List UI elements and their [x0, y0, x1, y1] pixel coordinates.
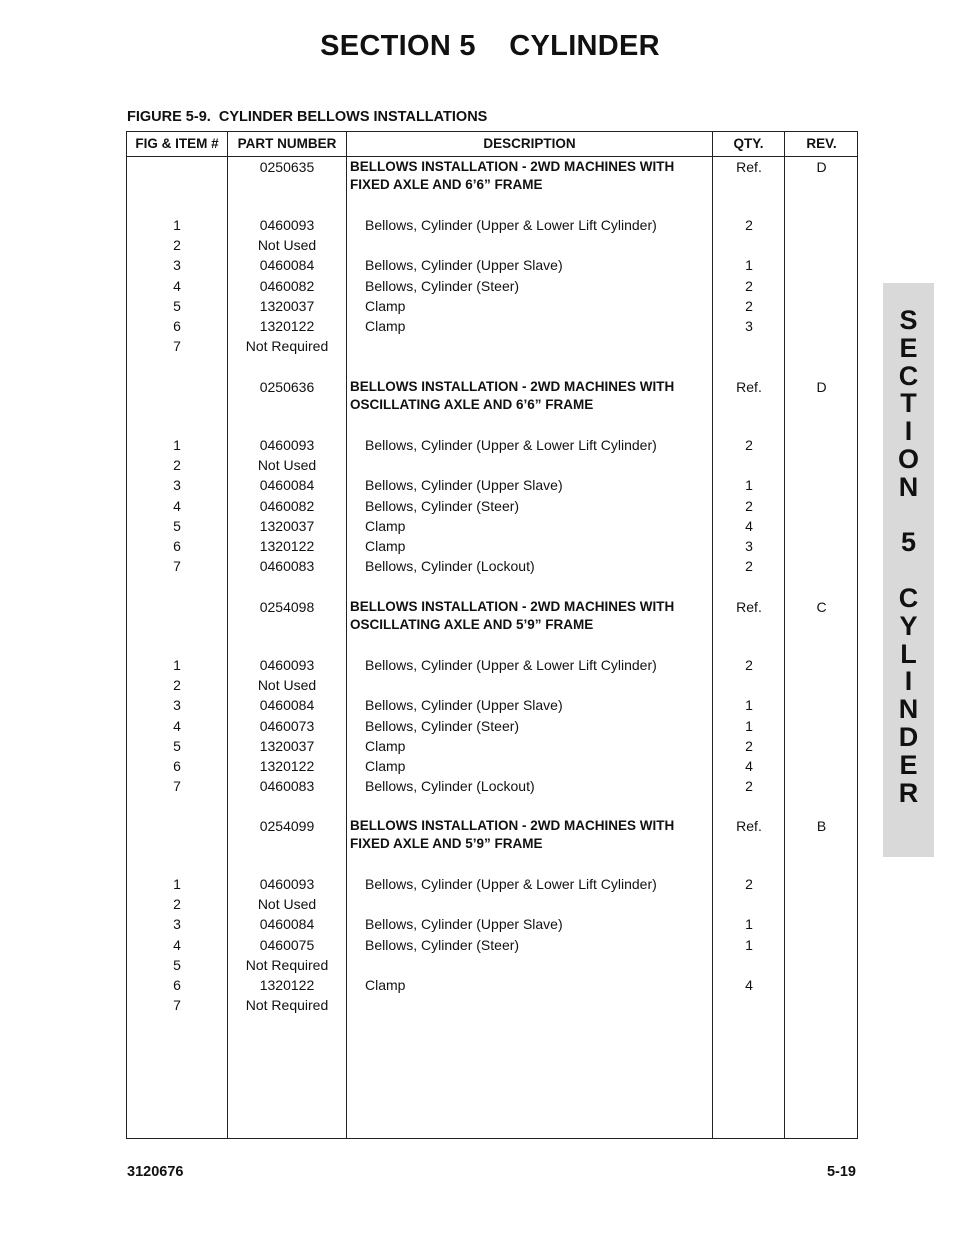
part-number-cell: Not Used — [257, 457, 317, 474]
item-cell: 6 — [173, 318, 181, 334]
part-number-cell: Not Used — [257, 896, 317, 913]
side-tab-letter: O — [897, 444, 919, 474]
item-cell: 5 — [173, 737, 181, 754]
part-number-cell: 0460093 — [259, 437, 315, 453]
description-cell: Bellows, Cylinder (Upper Slave) — [365, 477, 563, 494]
item-cell: 5 — [173, 297, 181, 314]
table-row — [127, 935, 857, 955]
item-cell: 6 — [173, 538, 181, 554]
qty-cell: Ref. — [736, 159, 762, 175]
description-cell: Bellows, Cylinder (Steer) — [365, 717, 520, 734]
table-row — [127, 475, 857, 495]
qty-cell: 2 — [745, 558, 753, 575]
part-number-cell: 0460075 — [259, 936, 315, 953]
part-number-cell: Not Required — [245, 338, 329, 355]
item-cell: 6 — [173, 758, 181, 774]
description-cell: Bellows, Cylinder (Lockout) — [365, 558, 535, 575]
part-number-cell: 1320037 — [259, 297, 315, 314]
description-cell: Bellows, Cylinder (Steer) — [365, 277, 520, 294]
item-cell: 3 — [173, 477, 181, 494]
description-line: BELLOWS INSTALLATION - 2WD MACHINES WITH — [350, 818, 675, 833]
item-cell: 4 — [173, 936, 181, 953]
table-row — [127, 296, 857, 316]
part-number-cell: 0460073 — [259, 717, 315, 734]
assembly-description — [350, 378, 674, 413]
table-row — [127, 455, 857, 475]
qty-cell: Ref. — [736, 379, 762, 395]
side-tab-letter: I — [904, 416, 913, 447]
description-cell: Bellows, Cylinder (Upper & Lower Lift Cylinder) — [365, 217, 657, 233]
part-number-cell: Not Required — [245, 997, 329, 1014]
item-cell: 1 — [173, 657, 181, 673]
part-number-cell: 0460084 — [259, 257, 315, 274]
part-number-cell: Not Used — [257, 677, 317, 694]
section-side-tab — [883, 283, 934, 857]
part-number-cell: 0460083 — [259, 778, 315, 795]
qty-cell: 1 — [745, 697, 753, 714]
item-cell: 2 — [173, 457, 181, 474]
qty-cell: 2 — [745, 217, 753, 233]
table-row — [127, 516, 857, 536]
part-number-cell: Not Used — [257, 237, 317, 254]
qty-cell: 1 — [745, 717, 753, 734]
qty-cell: 2 — [745, 277, 753, 294]
item-cell: 4 — [173, 497, 181, 514]
qty-cell: 3 — [745, 538, 753, 554]
side-tab-letter: L — [900, 638, 917, 669]
assembly-description — [350, 817, 674, 852]
description-cell: Clamp — [365, 517, 406, 534]
item-cell: 4 — [173, 277, 181, 294]
item-cell: 1 — [173, 217, 181, 233]
side-tab-letter: I — [904, 666, 913, 697]
part-number-cell: 0460084 — [259, 477, 315, 494]
item-cell: 6 — [173, 977, 181, 993]
assembly-row — [127, 377, 857, 412]
table-row — [127, 716, 857, 736]
description-line: BELLOWS INSTALLATION - 2WD MACHINES WITH — [350, 379, 675, 394]
qty-cell: 4 — [745, 517, 753, 534]
table-row — [127, 215, 857, 235]
qty-cell: 2 — [745, 657, 753, 673]
qty-cell: Ref. — [736, 818, 762, 834]
part-number-cell: 1320122 — [259, 758, 315, 774]
qty-cell: 2 — [745, 497, 753, 514]
item-cell: 7 — [173, 558, 181, 575]
part-number-cell: 0460084 — [259, 697, 315, 714]
side-tab-letter: 5 — [900, 527, 917, 558]
table-row — [127, 975, 857, 995]
item-cell: 1 — [173, 876, 181, 892]
part-number-cell: 1320122 — [259, 538, 315, 554]
assembly-row — [127, 157, 857, 192]
qty-cell: 1 — [745, 916, 753, 933]
page-title: SECTION 5 CYLINDER — [320, 30, 660, 62]
assembly-row — [127, 597, 857, 632]
part-number-cell: 0460093 — [259, 217, 315, 233]
part-number-cell: 0460082 — [259, 277, 315, 294]
description-cell: Clamp — [365, 318, 406, 334]
item-cell: 3 — [173, 697, 181, 714]
table-row — [127, 316, 857, 336]
document-number: 3120676 — [127, 1164, 184, 1180]
qty-cell: 4 — [745, 977, 753, 993]
item-cell: 2 — [173, 896, 181, 913]
side-tab-letter: N — [898, 694, 919, 725]
side-tab-letter: S — [899, 305, 918, 335]
qty-cell: 4 — [745, 758, 753, 774]
header-part-number: PART NUMBER — [237, 136, 337, 151]
rev-cell: C — [816, 599, 827, 615]
header-fig-item: FIG & ITEM # — [135, 136, 219, 151]
part-number-cell: 0460093 — [259, 876, 315, 892]
description-cell: Clamp — [365, 758, 406, 774]
table-row — [127, 336, 857, 356]
assembly-row — [127, 816, 857, 851]
description-line: FIXED AXLE AND 5’9” FRAME — [350, 835, 543, 851]
item-cell: 5 — [173, 956, 181, 973]
description-line: BELLOWS INSTALLATION - 2WD MACHINES WITH — [350, 159, 675, 174]
table-row — [127, 695, 857, 715]
part-number-cell: 0460082 — [259, 497, 315, 514]
part-number-cell: 0250636 — [259, 379, 315, 395]
part-number-cell: 0460084 — [259, 916, 315, 933]
table-row — [127, 435, 857, 455]
side-tab-letter: C — [898, 583, 919, 613]
assembly-description — [350, 598, 674, 633]
side-tab-letter: C — [898, 360, 919, 391]
assembly-description — [350, 158, 674, 193]
description-cell: Bellows, Cylinder (Lockout) — [365, 778, 535, 795]
part-number-cell: 0254098 — [259, 599, 315, 615]
description-line: BELLOWS INSTALLATION - 2WD MACHINES WITH — [350, 599, 675, 614]
description-cell: Clamp — [365, 737, 406, 754]
table-row — [127, 995, 857, 1015]
qty-cell: 2 — [745, 737, 753, 754]
part-number-cell: 1320037 — [259, 517, 315, 534]
item-cell: 1 — [173, 437, 181, 453]
table-row — [127, 955, 857, 975]
table-row — [127, 776, 857, 796]
item-cell: 7 — [173, 997, 181, 1014]
rev-cell: B — [816, 818, 827, 834]
part-number-cell: 1320122 — [259, 318, 315, 334]
header-qty: QTY. — [733, 136, 764, 151]
description-line: OSCILLATING AXLE AND 6’6” FRAME — [350, 396, 594, 412]
table-row — [127, 894, 857, 914]
side-tab-letter: E — [899, 749, 918, 780]
description-cell: Bellows, Cylinder (Upper Slave) — [365, 697, 563, 714]
description-cell: Bellows, Cylinder (Steer) — [365, 936, 520, 953]
side-tab-letter: R — [898, 777, 919, 808]
qty-cell: 2 — [745, 778, 753, 795]
part-number-cell: 1320122 — [259, 977, 315, 993]
item-cell: 2 — [173, 237, 181, 254]
table-row — [127, 255, 857, 275]
side-tab-letter: E — [899, 332, 918, 363]
description-cell: Bellows, Cylinder (Steer) — [365, 497, 520, 514]
part-number-cell: 0460093 — [259, 657, 315, 673]
qty-cell: 3 — [745, 318, 753, 334]
table-row — [127, 536, 857, 556]
rev-cell: D — [816, 159, 827, 175]
rev-cell: D — [816, 379, 827, 395]
part-number-cell: Not Required — [245, 956, 329, 973]
part-number-cell: 0250635 — [259, 159, 315, 175]
description-cell: Clamp — [365, 297, 406, 314]
table-row — [127, 914, 857, 934]
qty-cell: Ref. — [736, 599, 762, 615]
qty-cell: 2 — [745, 297, 753, 314]
description-cell: Bellows, Cylinder (Upper & Lower Lift Cylinder) — [365, 657, 657, 673]
figure-title: FIGURE 5-9. CYLINDER BELLOWS INSTALLATIONS — [127, 109, 488, 125]
page-number: 5-19 — [826, 1164, 856, 1180]
item-cell: 7 — [173, 338, 181, 355]
description-cell: Bellows, Cylinder (Upper & Lower Lift Cylinder) — [365, 437, 657, 453]
qty-cell: 2 — [745, 876, 753, 892]
item-cell: 2 — [173, 677, 181, 694]
description-cell: Clamp — [365, 977, 406, 993]
qty-cell: 2 — [745, 437, 753, 453]
qty-cell: 1 — [745, 936, 753, 953]
description-cell: Clamp — [365, 538, 406, 554]
table-row — [127, 235, 857, 255]
description-line: OSCILLATING AXLE AND 5’9” FRAME — [350, 616, 594, 632]
table-row — [127, 675, 857, 695]
item-cell: 7 — [173, 778, 181, 795]
side-tab-letter: Y — [899, 610, 918, 641]
header-rev: REV. — [806, 136, 837, 151]
description-cell: Bellows, Cylinder (Upper Slave) — [365, 257, 563, 274]
table-row — [127, 556, 857, 576]
part-number-cell: 0460083 — [259, 558, 315, 575]
part-number-cell: 0254099 — [259, 818, 315, 834]
table-row — [127, 736, 857, 756]
description-cell: Bellows, Cylinder (Upper & Lower Lift Cylinder) — [365, 876, 657, 892]
header-description: DESCRIPTION — [483, 136, 576, 151]
qty-cell: 1 — [745, 477, 753, 494]
side-tab-letter: D — [898, 722, 919, 752]
item-cell: 3 — [173, 916, 181, 933]
table-row — [127, 496, 857, 516]
qty-cell: 1 — [745, 257, 753, 274]
part-number-cell: 1320037 — [259, 737, 315, 754]
table-row — [127, 655, 857, 675]
item-cell: 5 — [173, 517, 181, 534]
table-row — [127, 756, 857, 776]
side-tab-letter: T — [900, 388, 917, 419]
table-row — [127, 874, 857, 894]
parts-table — [126, 131, 858, 1139]
item-cell: 4 — [173, 717, 181, 734]
table-row — [127, 276, 857, 296]
side-tab-letter: N — [898, 471, 919, 502]
item-cell: 3 — [173, 257, 181, 274]
description-cell: Bellows, Cylinder (Upper Slave) — [365, 916, 563, 933]
description-line: FIXED AXLE AND 6’6” FRAME — [350, 176, 543, 192]
